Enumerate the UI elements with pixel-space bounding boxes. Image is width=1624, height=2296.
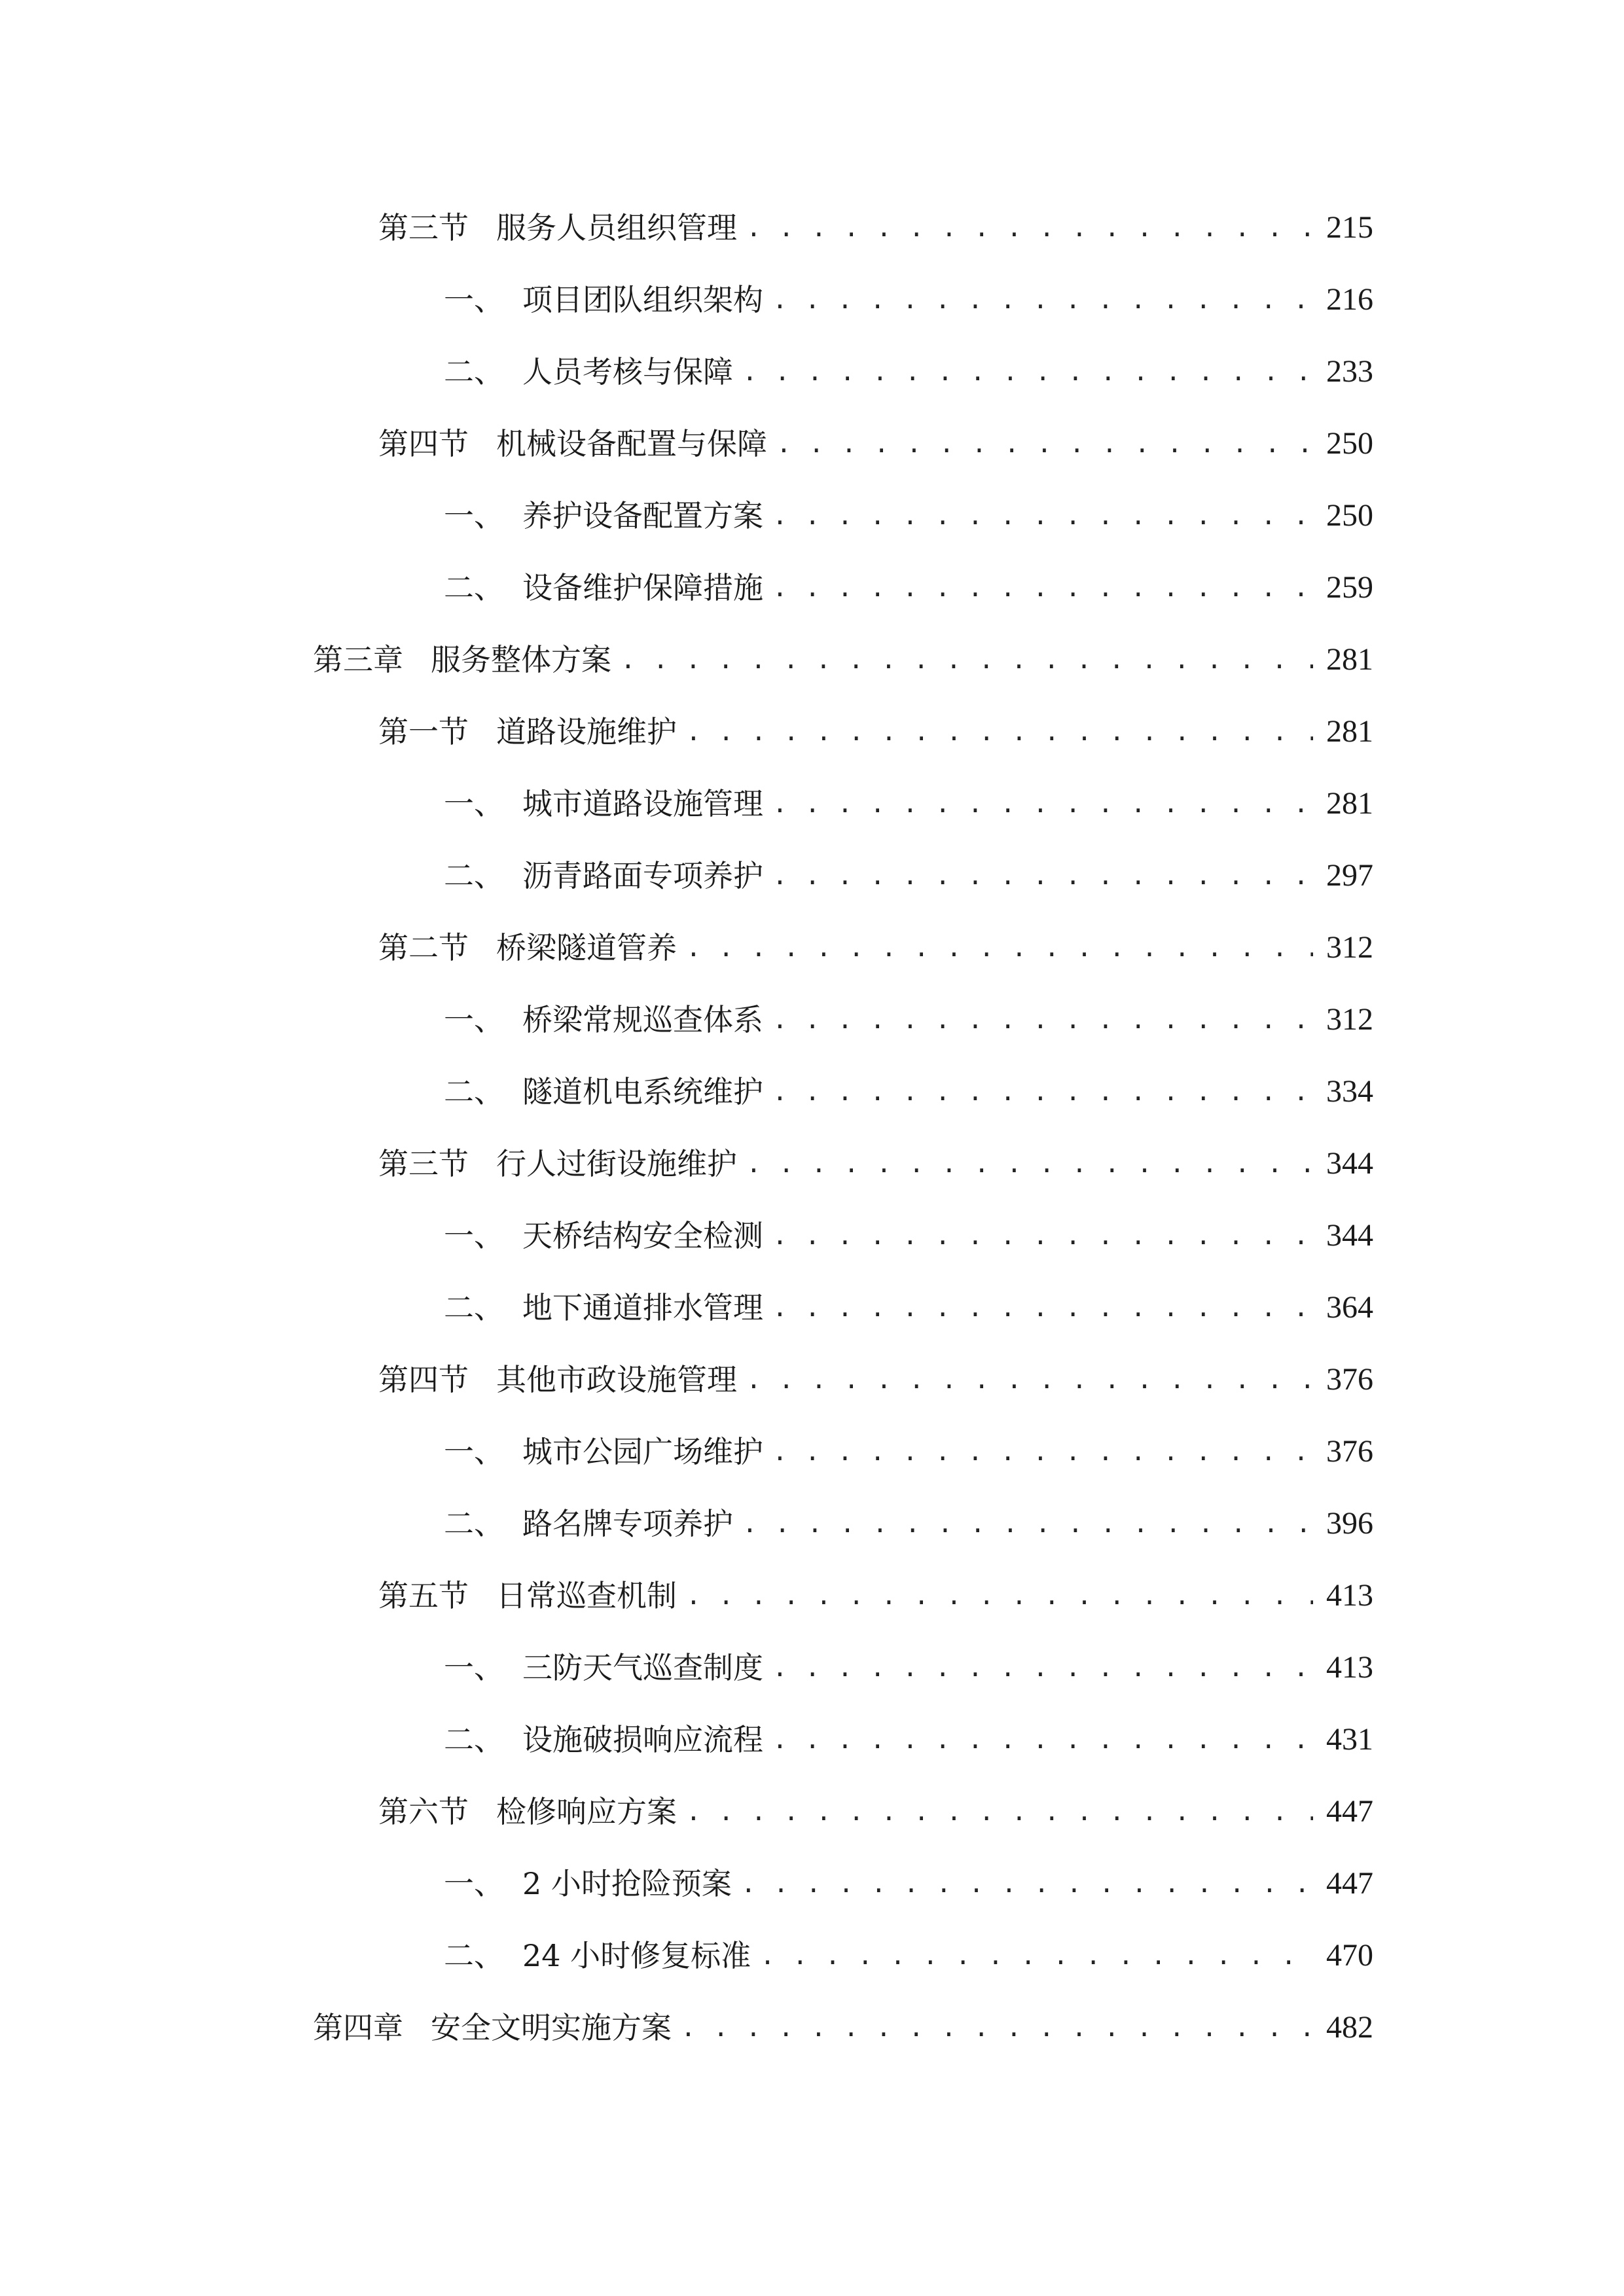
toc-entry[interactable] (444, 346, 1373, 398)
entry-label (444, 490, 763, 542)
entry-page-number: 250 (1326, 498, 1373, 533)
toc-entry[interactable] (378, 1785, 1373, 1838)
toc-entry[interactable] (378, 1570, 1373, 1622)
entry-page-number: 447 (1326, 1866, 1373, 1901)
dot-leader (621, 634, 1313, 686)
entry-title: 检修响应方案 (496, 1794, 677, 1829)
toc-entry[interactable] (444, 1641, 1373, 1694)
toc-entry[interactable] (444, 1498, 1373, 1550)
dot-leader (741, 1857, 1313, 1910)
entry-number: 一、 (444, 1002, 504, 1037)
toc-entry[interactable] (444, 562, 1373, 614)
entry-label (444, 1426, 763, 1478)
entry-page-number: 312 (1326, 1002, 1373, 1037)
toc-entry[interactable] (444, 1210, 1373, 1262)
entry-title: 其他市政设施管理 (496, 1362, 737, 1397)
entry-number: 第三节 (378, 1146, 469, 1181)
dot-leader (746, 202, 1313, 254)
toc-entry[interactable] (444, 1857, 1373, 1910)
entry-number: 一、 (444, 1866, 504, 1901)
toc-entry[interactable] (378, 922, 1373, 974)
toc-entry[interactable] (378, 706, 1373, 758)
entry-label (444, 562, 763, 614)
dot-leader (772, 274, 1313, 326)
entry-label (378, 418, 767, 470)
entry-label (378, 706, 677, 758)
entry-label (378, 1570, 677, 1622)
entry-title: 机械设备配置与保障 (496, 426, 767, 461)
dot-leader (772, 778, 1313, 830)
toc-entry[interactable] (444, 994, 1373, 1046)
entry-title: 安全文明实施方案 (431, 2010, 672, 2045)
entry-title: 行人过街设施维护 (496, 1146, 737, 1181)
entry-label (444, 1713, 763, 1766)
entry-page-number: 431 (1326, 1722, 1373, 1757)
entry-number: 二、 (444, 1074, 504, 1109)
entry-number: 第一节 (378, 714, 469, 749)
entry-page-number: 470 (1326, 1938, 1373, 1973)
entry-title: 项目团队组织架构 (522, 282, 763, 317)
toc-entry[interactable] (444, 1426, 1373, 1478)
toc-entry[interactable] (313, 634, 1373, 686)
entry-number: 二、 (444, 570, 504, 605)
entry-number: 第六节 (378, 1794, 469, 1829)
entry-title: 城市道路设施管理 (522, 786, 763, 821)
dot-leader (772, 1641, 1313, 1694)
entry-page-number: 364 (1326, 1290, 1373, 1325)
entry-title: 人员考核与保障 (522, 354, 733, 389)
entry-title: 三防天气巡查制度 (522, 1650, 763, 1685)
entry-number: 一、 (444, 282, 504, 317)
entry-label (378, 202, 737, 254)
entry-title: 道路设施维护 (496, 714, 677, 749)
entry-label (378, 922, 677, 974)
entry-number: 一、 (444, 1434, 504, 1469)
entry-page-number: 281 (1326, 714, 1373, 749)
dot-leader (772, 1282, 1313, 1334)
dot-leader (746, 1138, 1313, 1190)
entry-label (444, 1066, 763, 1118)
dot-leader (776, 418, 1313, 470)
entry-page-number: 413 (1326, 1650, 1373, 1685)
dot-leader (742, 346, 1313, 398)
entry-number: 一、 (444, 1650, 504, 1685)
dot-leader (772, 1426, 1313, 1478)
entry-page-number: 376 (1326, 1362, 1373, 1397)
entry-title: 桥梁隧道管养 (496, 930, 677, 965)
entry-label (444, 1498, 733, 1550)
entry-number: 第四节 (378, 1362, 469, 1397)
dot-leader (772, 562, 1313, 614)
entry-page-number: 215 (1326, 210, 1373, 245)
toc-entry[interactable] (378, 202, 1373, 254)
toc-entry[interactable] (378, 1354, 1373, 1406)
entry-title: 养护设备配置方案 (522, 498, 763, 533)
entry-title: 服务整体方案 (431, 642, 611, 677)
entry-label (444, 346, 733, 398)
entry-number: 二、 (444, 1722, 504, 1757)
entry-number: 第三节 (378, 210, 469, 245)
entry-title: 隧道机电系统维护 (522, 1074, 763, 1109)
dot-leader (772, 490, 1313, 542)
entry-number: 第四节 (378, 426, 469, 461)
entry-page-number: 259 (1326, 570, 1373, 605)
entry-page-number: 216 (1326, 282, 1373, 317)
toc-entry[interactable] (444, 1929, 1373, 1982)
entry-label (444, 274, 763, 326)
entry-number: 第五节 (378, 1578, 469, 1613)
entry-title: 24 小时修复标准 (522, 1938, 751, 1973)
dot-leader (772, 850, 1313, 902)
entry-label (313, 2001, 672, 2054)
dot-leader (760, 1929, 1313, 1982)
entry-title: 沥青路面专项养护 (522, 858, 763, 893)
dot-leader (686, 922, 1313, 974)
entry-title: 设施破损响应流程 (522, 1722, 763, 1757)
entry-page-number: 281 (1326, 642, 1373, 677)
entry-label (444, 1210, 763, 1262)
entry-label (444, 1641, 763, 1694)
entry-number: 一、 (444, 1218, 504, 1253)
entry-label (378, 1138, 737, 1190)
dot-leader (686, 1570, 1313, 1622)
dot-leader (742, 1498, 1313, 1550)
toc-entry[interactable] (444, 1066, 1373, 1118)
entry-label (444, 1857, 732, 1910)
entry-label (378, 1354, 737, 1406)
dot-leader (772, 1210, 1313, 1262)
entry-page-number: 281 (1326, 786, 1373, 821)
entry-page-number: 250 (1326, 426, 1373, 461)
entry-page-number: 376 (1326, 1434, 1373, 1469)
entry-label (444, 1282, 763, 1334)
entry-page-number: 413 (1326, 1578, 1373, 1613)
entry-title: 天桥结构安全检测 (522, 1218, 763, 1253)
dot-leader (686, 706, 1313, 758)
entry-label (444, 1929, 751, 1982)
toc-entry[interactable] (378, 418, 1373, 470)
entry-title: 桥梁常规巡查体系 (522, 1002, 763, 1037)
toc-entry[interactable] (444, 274, 1373, 326)
toc-entry[interactable] (444, 778, 1373, 830)
entry-page-number: 233 (1326, 354, 1373, 389)
toc-entry[interactable] (444, 1713, 1373, 1766)
entry-number: 二、 (444, 354, 504, 389)
entry-title: 城市公园广场维护 (522, 1434, 763, 1469)
entry-number: 二、 (444, 1506, 504, 1541)
toc-entry[interactable] (313, 2001, 1373, 2054)
entry-title: 路名牌专项养护 (522, 1506, 733, 1541)
dot-leader (746, 1354, 1313, 1406)
entry-number: 一、 (444, 498, 504, 533)
entry-number: 第三章 (313, 642, 403, 677)
entry-number: 第四章 (313, 2010, 403, 2045)
toc-entry[interactable] (444, 850, 1373, 902)
dot-leader (681, 2001, 1313, 2054)
entry-label (444, 994, 763, 1046)
entry-page-number: 447 (1326, 1794, 1373, 1829)
entry-title: 地下通道排水管理 (522, 1290, 763, 1325)
entry-label (378, 1785, 677, 1838)
toc-entry[interactable] (444, 490, 1373, 542)
entry-number: 二、 (444, 1938, 504, 1973)
dot-leader (686, 1785, 1313, 1838)
entry-page-number: 482 (1326, 2010, 1373, 2045)
entry-title: 2 小时抢险预案 (522, 1866, 732, 1901)
entry-number: 二、 (444, 1290, 504, 1325)
entry-number: 一、 (444, 786, 504, 821)
entry-page-number: 344 (1326, 1146, 1373, 1181)
toc-entry[interactable] (378, 1138, 1373, 1190)
dot-leader (772, 1066, 1313, 1118)
entry-title: 日常巡查机制 (496, 1578, 677, 1613)
entry-page-number: 396 (1326, 1506, 1373, 1541)
entry-label (313, 634, 611, 686)
toc-entry[interactable] (444, 1282, 1373, 1334)
entry-page-number: 334 (1326, 1074, 1373, 1109)
entry-number: 第二节 (378, 930, 469, 965)
entry-number: 二、 (444, 858, 504, 893)
entry-page-number: 297 (1326, 858, 1373, 893)
entry-title: 设备维护保障措施 (522, 570, 763, 605)
entry-page-number: 312 (1326, 930, 1373, 965)
entry-label (444, 850, 763, 902)
dot-leader (772, 1713, 1313, 1766)
entry-page-number: 344 (1326, 1218, 1373, 1253)
dot-leader (772, 994, 1313, 1046)
entry-title: 服务人员组织管理 (496, 210, 737, 245)
entry-label (444, 778, 763, 830)
